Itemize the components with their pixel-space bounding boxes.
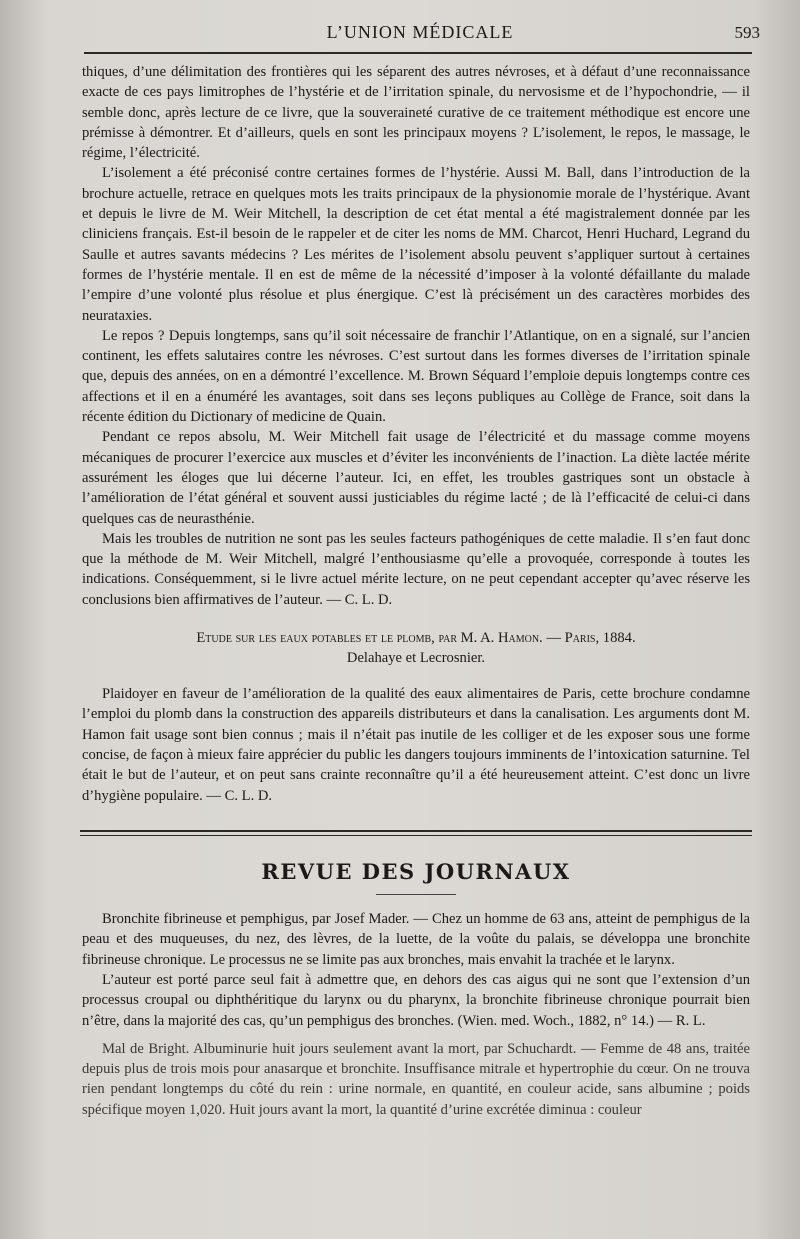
header-rule [84,52,752,54]
review-paragraph: Plaidoyer en faveur de l’amélioration de la qualité des eaux alimentaires de Paris, cette brochure condamne l’emploi du plomb dans la construction des appareils distributeurs et dans la canalisation. Les arguments dont M. Hamon fait usage sont bien connus ; mais il n’était pas inutile de les colliger et de les exposer sous une forme concise, de façon à mieux faire apprécier du public les dangers toujours imminents de l’intoxication saturnine. Tel était le but de l’auteur, et on peut sans crainte reconnaître qu’il a été heureusement atteint. C’est donc un livre d’hygiène populaire. — C. L. D. [82,686,750,804]
running-title: L’UNION MÉDICALE [326,22,514,42]
paragraph: thiques, d’une délimitation des frontières qui les séparent des autres névroses, et à défaut d’une reconnaissance exacte de ces pays limitrophes de l’hystérie et de l’irritation spinale, du nervosisme et de l’hypochondrie, — il semble donc, après lecture de ce livre, que la souveraineté curative de ce traitement méthodique est encore une prémisse à démontrer. Et d’ailleurs, quels en sont les principaux moyens ? L’isolement, le repos, le massage, le régime, l’électricité. [82,64,750,162]
paragraph: Le repos ? Depuis longtemps, sans qu’il soit nécessaire de franchir l’Atlantique, on en a signalé, sur l’ancien continent, les effets salutaires contre les névroses. C’est surtout dans les formes diverses de l’irritation spinale que, depuis des années, on en a démontré l’excellence. M. Brown Séquard l’emploie depuis longtemps contre ces affections et il en a énuméré les avantages, soit dans ses leçons publiques au Collège de France, soit dans la récente édition du Dictionary of medicine de Quain. [82,327,750,426]
review-title [82,628,750,668]
review-title-line: Etude sur les eaux potables et le plomb, par M. A. Hamon. — Paris, 1884. [196,630,636,647]
page-number: 593 [734,23,760,42]
review-title-line: Delahaye et Lecrosnier. [346,650,486,667]
section-divider [80,830,752,836]
page-header [80,22,760,46]
paragraph: Bronchite fibrineuse et pemphigus, par Josef Mader. — Chez un homme de 63 ans, atteint de pemphigus de la peau et des muqueuses, du nez, des lèvres, de la luette, de la voûte du palais, se développa une bronchite fibrineuse chronique. Le processus ne se limite pas aux bronches, mais envahit la trachée et le larynx. [82,911,750,968]
page-body [82,62,750,1120]
section-title: REVUE DES JOURNAUX [261,858,571,884]
paragraph: Mais les troubles de nutrition ne sont pas les seules facteurs pathogéniques de cette maladie. Il s’en faut donc que la méthode de M. Weir Mitchell, malgré l’enthousiasme qu’elle a provoquée, corresponde à toutes les indications. Conséquemment, si le livre actuel mérite lecture, on ne peut cependant accepter qu’avec réserve les conclusions bien affirmatives de l’auteur. — C. L. D. [82,530,750,608]
section-underline [376,894,456,895]
paragraph: L’auteur est porté parce seul fait à admettre que, en dehors des cas aigus qui ne sont que l’extension d’un processus croupal ou diphthéritique du larynx ou du pharynx, la bronchite fibrineuse chronique pourrait bien n’être, dans la majorité des cas, qu’un pemphigus des bronches. (Wien. med. Woch., 1882, n° 14.) — R. L. [82,971,750,1029]
paragraph: Mal de Bright. Albuminurie huit jours seulement avant la mort, par Schuchardt. — Femme de 48 ans, traitée depuis plus de trois mois pour anasarque et bronchite. Insuffisance mitrale et hypertrophie du cœur. On ne trouva rien pendant longtemps du côté du rein : urine normale, en quantité, en couleur acide, sans albumine ; poids spécifique moyen 1,020. Huit jours avant la mort, la quantité d’urine excrétée diminua : couleur [82,1040,750,1118]
paragraph: Pendant ce repos absolu, M. Weir Mitchell fait usage de l’électricité et du massage comme moyens mécaniques de procurer l’exercice aux muscles et d’éviter les inconvénients de l’inaction. La diète lactée mérite assurément les éloges que lui décerne l’auteur. Ici, en effet, les troubles gastriques sont un obstacle à l’amélioration de l’état général et souvent aussi justiciables du régime lacté ; de là l’efficacité de celui-ci dans quelques cas de neurasthénie. [82,429,750,527]
paragraph: L’isolement a été préconisé contre certaines formes de l’hystérie. Aussi M. Ball, dans l’introduction de la brochure actuelle, retrace en quelques mots les traits principaux de la physionomie morale de l’hystérique. Avant et depuis le livre de M. Weir Mitchell, la description de cet état mental a été magistralement donnée par les cliniciens français. Est-il besoin de le rappeler et de citer les noms de MM. Charcot, Henri Huchard, Legrand du Saulle et autres savants médecins ? Les mérites de l’isolement absolu peuvent s’appliquer surtout à certaines formes de l’hystérie mentale. Il en est de même de la nécessité d’imposer à la volonté défaillante du malade l’empire d’une volonté plus résolue et plus énergique. C’est là précisément un des caractères morbides des neurataxies. [82,165,750,324]
